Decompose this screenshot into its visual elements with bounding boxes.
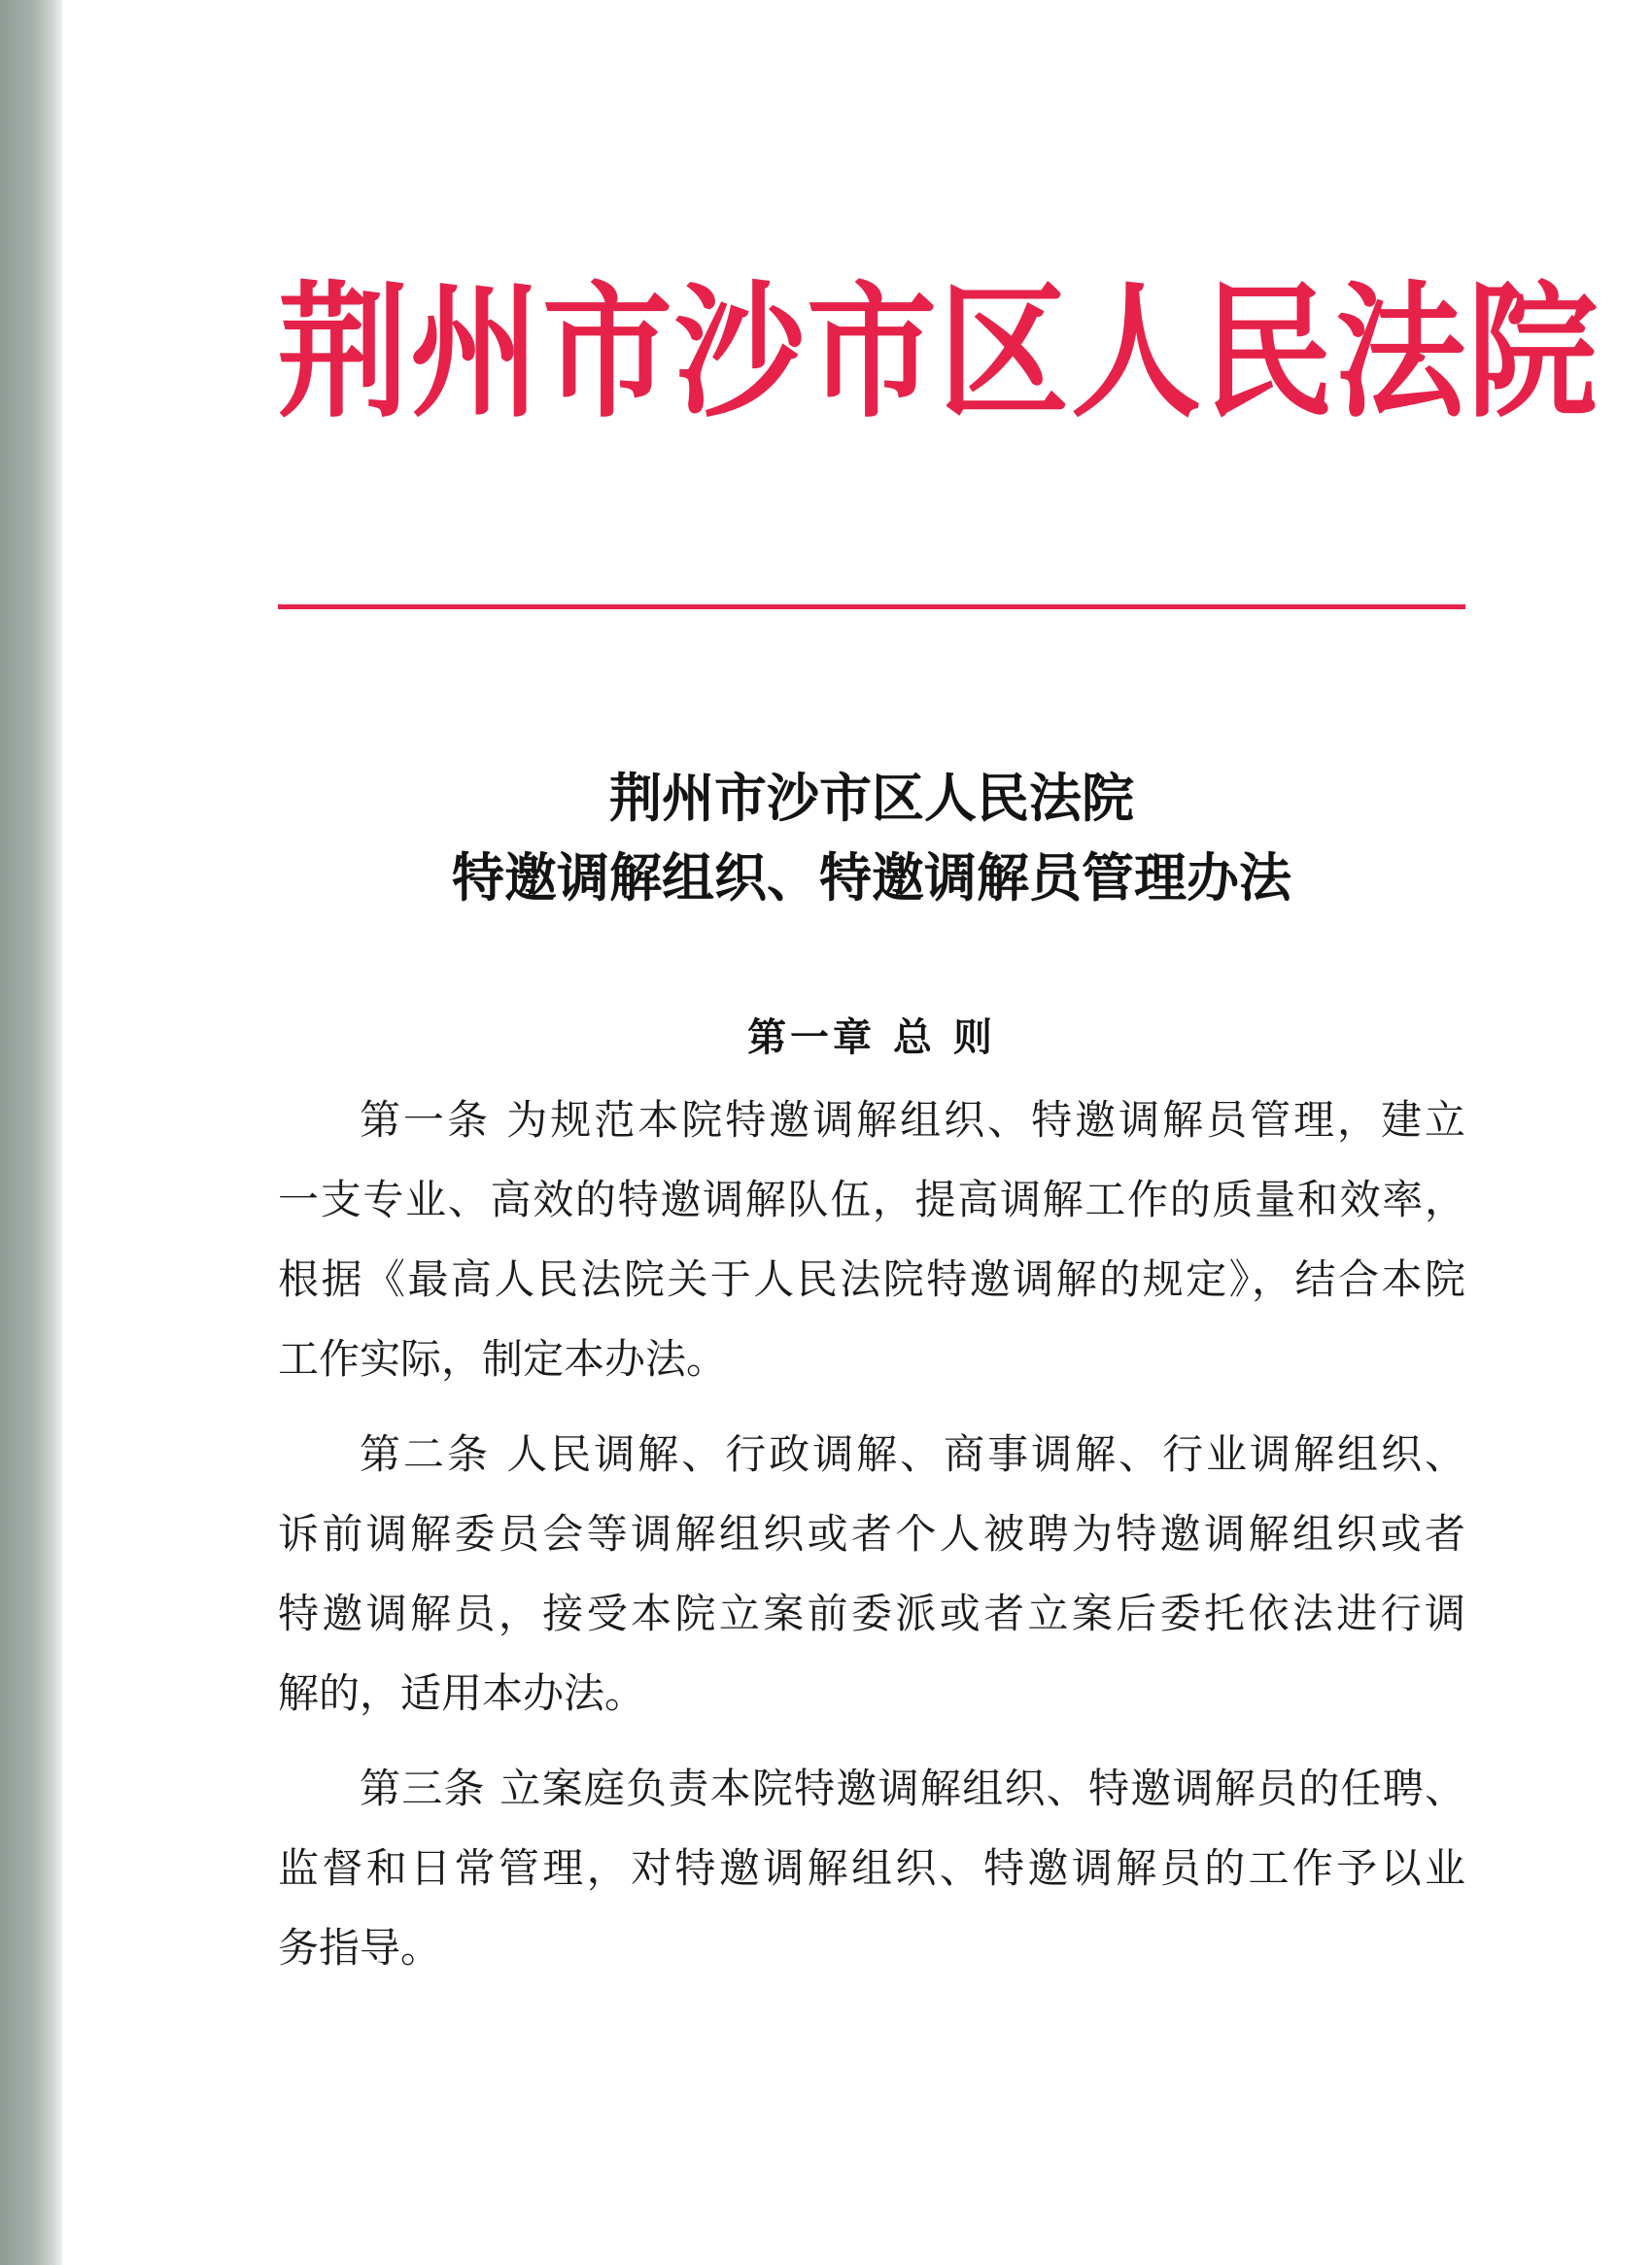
document-title-line-2: 特邀调解组织、特邀调解员管理办法 <box>452 846 1291 909</box>
article-3 <box>278 1749 1465 1988</box>
article-2-line: 诉前调解委员会等调解组织或者个人被聘为特邀调解组织或者 <box>278 1510 1465 1558</box>
masthead-red-rule <box>278 604 1465 609</box>
article-2-line: 第二条 人民调解、行政调解、商事调解、行业调解组织、 <box>360 1430 1465 1478</box>
article-3-line: 监督和日常管理，对特邀调解组织、特邀调解员的工作予以业 <box>278 1844 1465 1892</box>
article-2 <box>278 1415 1465 1733</box>
article-3-line: 第三条 立案庭负责本院特邀调解组织、特邀调解员的任聘、 <box>360 1765 1465 1812</box>
masthead-title: 荆州市沙市区人民法院 <box>278 267 1600 438</box>
article-1 <box>278 1081 1465 1399</box>
scan-edge-shadow <box>0 0 62 2265</box>
article-2-line: 特邀调解员，接受本院立案前委派或者立案后委托依法进行调 <box>278 1590 1465 1637</box>
article-1-line: 第一条 为规范本院特邀调解组织、特邀调解员管理，建立 <box>360 1096 1465 1144</box>
article-3-line: 务指导。 <box>278 1924 442 1972</box>
article-1-line: 一支专业、高效的特邀调解队伍，提高调解工作的质量和效率， <box>278 1176 1465 1223</box>
article-1-line: 根据《最高人民法院关于人民法院特邀调解的规定》，结合本院 <box>278 1255 1465 1303</box>
document-body <box>278 1081 1465 2004</box>
document-title-line-1: 荆州市沙市区人民法院 <box>609 767 1134 829</box>
article-2-line: 解的，适用本办法。 <box>278 1669 646 1717</box>
document-title <box>278 758 1465 917</box>
chapter-heading: 第一章 总 则 <box>747 1015 996 1060</box>
article-1-line: 工作实际，制定本办法。 <box>278 1335 728 1383</box>
